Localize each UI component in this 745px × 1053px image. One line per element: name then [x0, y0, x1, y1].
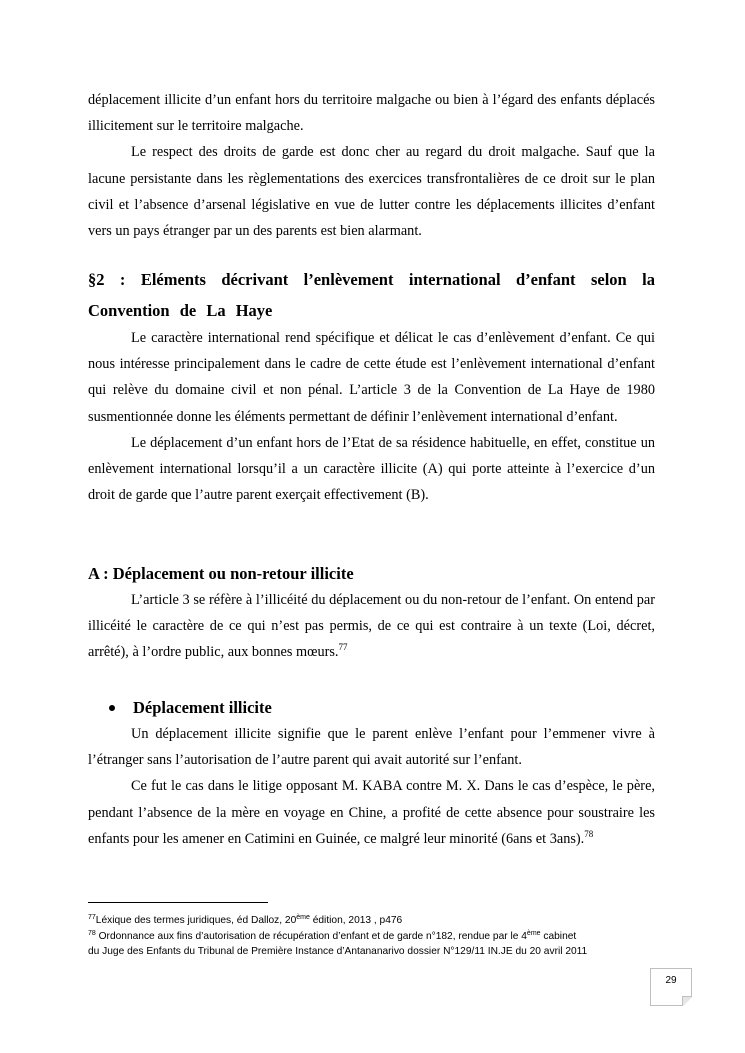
section-title: §2 : Eléments décrivant l’enlèvement international d’enfant selon la Convention de La Haye	[88, 270, 655, 320]
footnote-78-superscript: ème	[526, 929, 541, 937]
footnote-77-superscript: ème	[296, 914, 310, 921]
paragraph-7	[88, 773, 655, 852]
footnotes	[88, 913, 668, 960]
paragraph-intro	[88, 87, 655, 244]
footnote-77	[88, 913, 668, 929]
bullet-heading	[109, 695, 655, 721]
footnote-78-text: Ordonnance aux fins d’autorisation de récupération d’enfant et de garde n°182, rendue par le 4	[95, 930, 527, 942]
footnote-78	[88, 929, 668, 945]
subsection-a-title: A : Déplacement ou non-retour illicite	[88, 564, 354, 583]
paragraph-5-text: L’article 3 se réfère à l’illicéité du déplacement ou du non-retour de l’enfant. On entend par illicéité le caractère de ce qui n’est pas permis, de ce qui est contraire à un texte (Loi, décret, arrêté), à l’ordre public, aux bonnes mœurs.	[88, 592, 655, 661]
footnote-ref-78: 78	[584, 828, 594, 839]
paragraph-2: Le respect des droits de garde est donc cher au regard du droit malgache. Sauf que la lacune persistante dans les règlementations des exercices transfrontalières de ce droit sur le plan civil et l’absence d’arsenal législative en vue de lutter contre les déplacements illicites d’enfant vers un pays étranger par un des parents est bien alarmant.	[88, 144, 655, 240]
paragraph-1: déplacement illicite d’un enfant hors du territoire malgache ou bien à l’égard des enfants déplacés illicitement sur le territoire malgache.	[88, 92, 655, 135]
footnote-77-text: Léxique des termes juridiques, éd Dalloz, 20	[95, 915, 297, 926]
bullet-section	[88, 695, 655, 852]
footnote-77-number: 77	[88, 914, 96, 921]
footnote-78-line-2: du Juge des Enfants du Tribunal de Première Instance d’Antananarivo dossier N°129/11 IN.JE du 20 avril 2011	[88, 946, 588, 957]
footnote-77-text-end: édition, 2013 , p476	[309, 915, 403, 926]
paragraph-5	[88, 587, 655, 666]
page-number: 29	[665, 975, 677, 986]
page-fold-icon	[682, 996, 692, 1006]
footnote-78-number: 78	[88, 929, 96, 937]
subsection-a	[88, 561, 655, 666]
footnote-78-text-end: cabinet	[540, 930, 577, 942]
section-heading	[88, 264, 655, 326]
page-number-box	[650, 968, 692, 1006]
paragraph-6: Un déplacement illicite signifie que le parent enlève l’enfant pour l’emmener vivre à l’étranger sans l’autorisation de l’autre parent qui avait autorité sur l’enfant.	[88, 726, 655, 769]
footnote-ref-77: 77	[338, 642, 348, 653]
paragraph-3: Le caractère international rend spécifique et délicat le cas d’enlèvement d’enfant. Ce qui nous intéresse principalement dans le cadre de cette étude est l’enlèvement international d’enfant qui relève du domaine civil et non pénal. L’article 3 de la Convention de La Haye de 1980 susmentionnée donne les éléments permettant de définir l’enlèvement international d’enfant.	[88, 330, 655, 425]
bullet-title: Déplacement illicite	[133, 698, 272, 717]
footnote-separator	[88, 902, 268, 903]
paragraph-7-text: Ce fut le cas dans le litige opposant M. KABA contre M. X. Dans le cas d’espèce, le père, pendant l’absence de la mère en voyage en Chine, a profité de cette absence pour soustraire les enfants pour les amener en Catimini en Guinée, ce malgré leur minorité (6ans et 3ans).	[88, 778, 655, 847]
paragraph-4: Le déplacement d’un enfant hors de l’Etat de sa résidence habituelle, en effet, constitue un enlèvement international lorsqu’il a un caractère illicite (A) qui porte atteinte à l’exercice d’un droit de garde que l’autre parent exerçait effectivement (B).	[88, 434, 655, 504]
section-body	[88, 325, 655, 508]
bullet-icon	[109, 705, 115, 711]
